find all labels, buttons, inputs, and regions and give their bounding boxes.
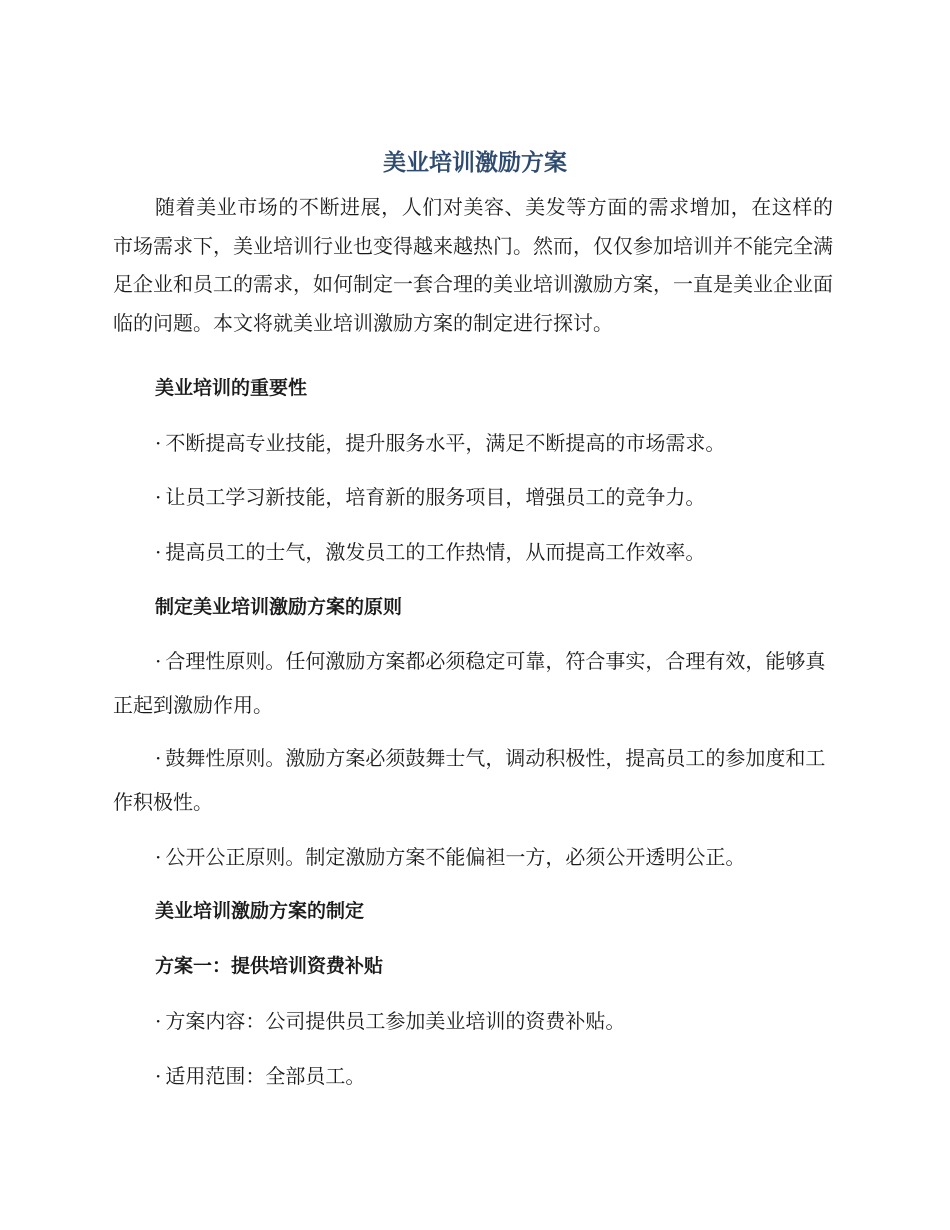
list-item-text: 鼓舞性原则。激励方案必须鼓舞士气，调动积极性，提高员工的参加度和工作积极性。 bbox=[113, 746, 826, 814]
bullet-dot-icon: · bbox=[155, 431, 162, 455]
list-item-text: 不断提高专业技能，提升服务水平，满足不断提高的市场需求。 bbox=[165, 431, 726, 455]
intro-paragraph: 随着美业市场的不断进展，人们对美容、美发等方面的需求增加，在这样的市场需求下，美业培训行业也变得越来越热门。然而，仅仅参加培训并不能完全满足企业和员工的需求，如何制定一套合理的美业培训激励方案，一直是美业企业面临的问题。本文将就美业培训激励方案的制定进行探讨。 bbox=[113, 195, 833, 335]
bullet-dot-icon: · bbox=[155, 485, 162, 509]
list-item bbox=[113, 1061, 875, 1091]
section-heading-importance: 美业培训的重要性 bbox=[155, 377, 308, 399]
section-heading-formulation: 美业培训激励方案的制定 bbox=[155, 900, 365, 922]
section-heading-principles: 制定美业培训激励方案的原则 bbox=[155, 596, 403, 618]
list-item-text: 让员工学习新技能，培育新的服务项目，增强员工的竞争力。 bbox=[165, 485, 706, 509]
bullet-dot-icon: · bbox=[155, 540, 162, 564]
bullet-dot-icon: · bbox=[155, 1009, 162, 1033]
list-item bbox=[113, 736, 833, 824]
bullet-dot-icon: · bbox=[155, 1064, 162, 1088]
bullet-dot-icon: · bbox=[155, 746, 162, 770]
document-title: 美业培训激励方案 bbox=[383, 150, 567, 176]
bullet-dot-icon: · bbox=[155, 649, 162, 673]
list-item-text: 合理性原则。任何激励方案都必须稳定可靠，符合事实，合理有效，能够真正起到激励作用。 bbox=[113, 649, 826, 717]
list-item bbox=[113, 639, 833, 727]
list-item-text: 提高员工的士气，激发员工的工作热情，从而提高工作效率。 bbox=[165, 540, 706, 564]
list-item-text: 适用范围：全部员工。 bbox=[165, 1064, 366, 1088]
list-item bbox=[113, 842, 875, 872]
bullet-dot-icon: · bbox=[155, 845, 162, 869]
list-item-text: 方案内容：公司提供员工参加美业培训的资费补贴。 bbox=[165, 1009, 626, 1033]
list-item bbox=[113, 1006, 875, 1036]
list-item bbox=[113, 482, 875, 512]
list-item-text: 公开公正原则。制定激励方案不能偏袒一方，必须公开透明公正。 bbox=[165, 845, 746, 869]
list-item bbox=[113, 428, 875, 458]
plan-heading: 方案一：提供培训资费补贴 bbox=[155, 955, 384, 977]
list-item bbox=[113, 537, 875, 567]
